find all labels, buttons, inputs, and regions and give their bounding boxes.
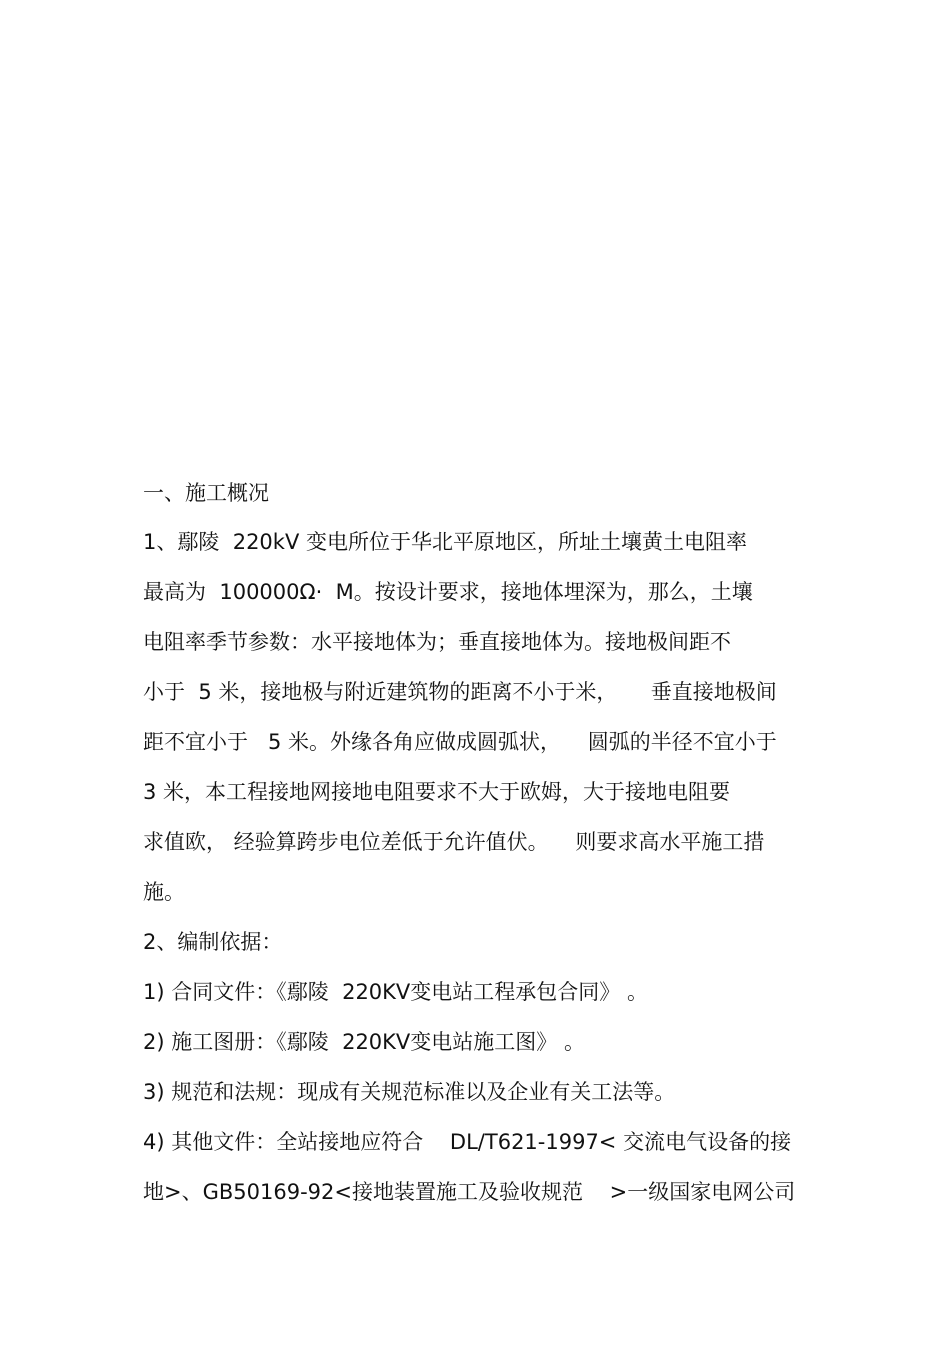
list-item: 3) 规范和法规：现成有关规范标准以及企业有关工法等。 <box>143 1080 676 1104</box>
paragraph-line: 距不宜小于 5 米。外缘各角应做成圆弧状， 圆弧的半径不宜小于 <box>143 730 777 754</box>
list-item: 4) 其他文件：全站接地应符合 DL/T621-1997< 交流电气设备的接 <box>143 1130 792 1154</box>
paragraph-line: 求值欧， 经验算跨步电位差低于允许值伏。 则要求高水平施工措 <box>143 830 765 854</box>
paragraph-line: 1、鄢陵 220kV 变电所位于华北平原地区，所址土壤黄土电阻率 <box>143 530 747 554</box>
paragraph-line: 最高为 100000Ω· M。按设计要求，接地体埋深为，那么，土壤 <box>143 580 753 604</box>
list-item: 2) 施工图册：《鄢陵 220KV变电站施工图》 。 <box>143 1030 585 1054</box>
section-heading-construction-overview: 一、施工概况 <box>143 481 269 505</box>
paragraph-line: 电阻率季节参数：水平接地体为；垂直接地体为。接地极间距不 <box>143 630 731 654</box>
paragraph-line: 小于 5 米，接地极与附近建筑物的距离不小于米， 垂直接地极间 <box>143 680 777 704</box>
paragraph-line: 3 米，本工程接地网接地电阻要求不大于欧姆，大于接地电阻要 <box>143 780 731 804</box>
list-item-continuation: 地>、GB50169-92<接地装置施工及验收规范 >一级国家电网公司 <box>143 1180 796 1204</box>
list-item: 1) 合同文件：《鄢陵 220KV变电站工程承包合同》 。 <box>143 980 648 1004</box>
section-heading-compilation-basis: 2、编制依据： <box>143 930 283 954</box>
paragraph-line: 施。 <box>143 880 185 904</box>
